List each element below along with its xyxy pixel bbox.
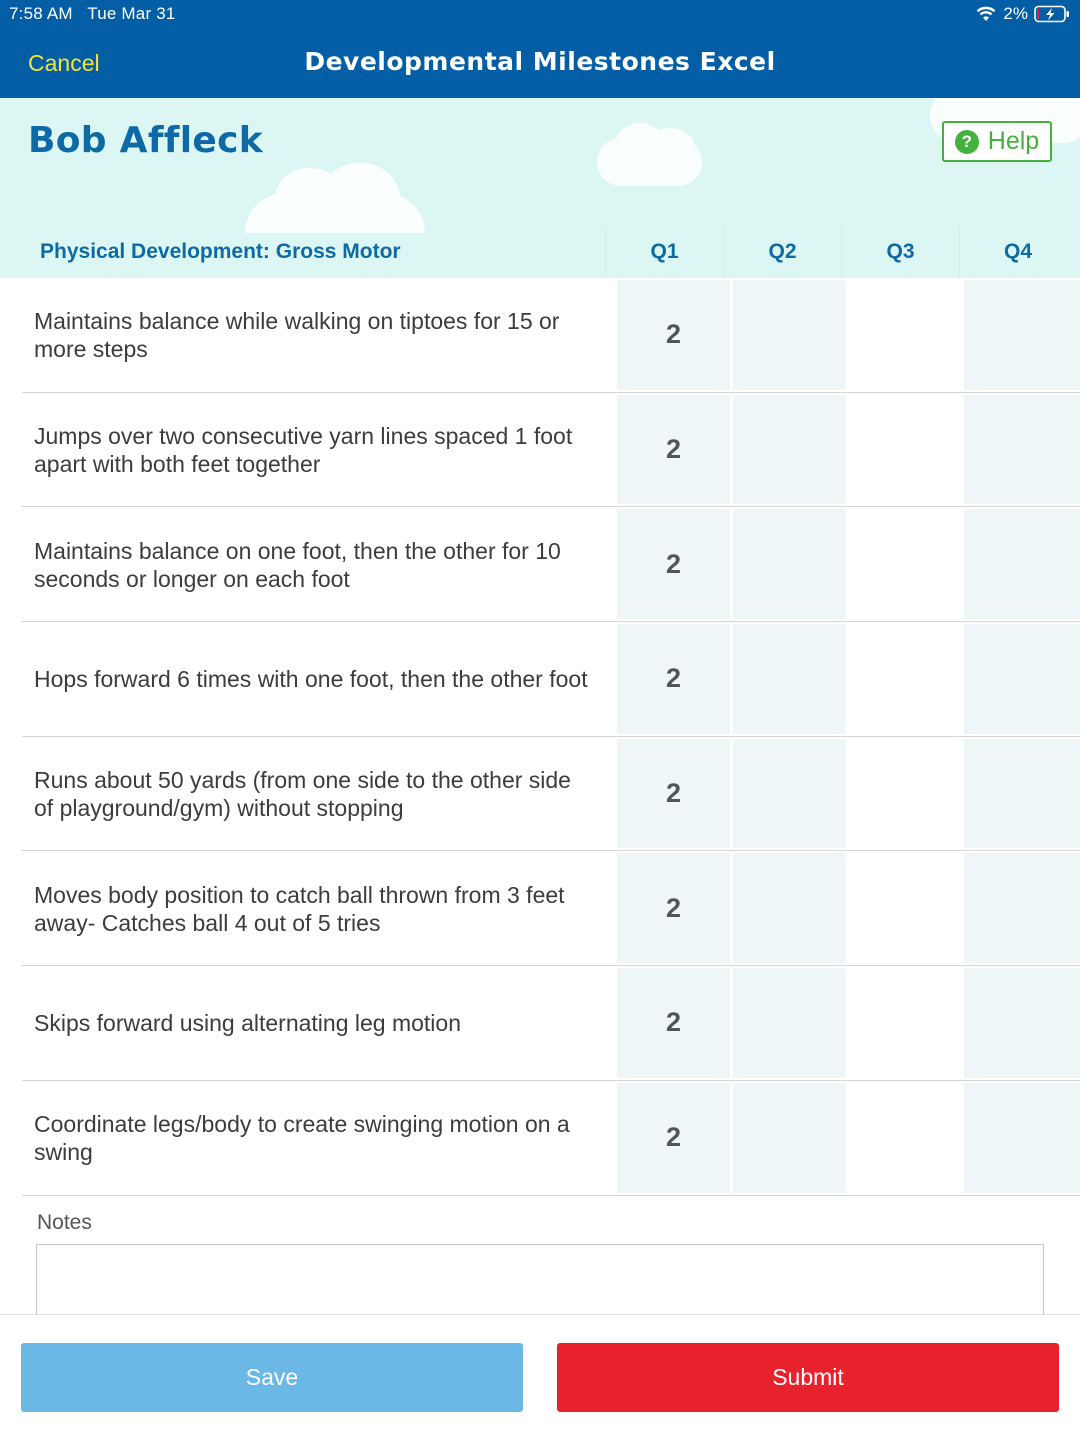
score-cell-q3[interactable] [849, 624, 962, 734]
milestone-description: Maintains balance while walking on tiptoes for 15 or more steps [34, 308, 560, 363]
cloud-decoration [645, 128, 695, 168]
score-cell-q2[interactable] [733, 853, 846, 963]
status-time [9, 4, 176, 24]
score-cell-q3[interactable] [849, 739, 962, 849]
table-row [0, 851, 1080, 966]
score-cell-q4[interactable] [964, 853, 1080, 963]
score-cell-q3[interactable] [849, 509, 962, 619]
score-cell-q1[interactable]: 2 [617, 624, 730, 734]
milestone-description: Jumps over two consecutive yarn lines spaced 1 foot apart with both feet together [34, 423, 573, 478]
status-clock: 7:58 AM [9, 4, 73, 23]
submit-button[interactable]: Submit [557, 1343, 1059, 1412]
milestone-description: Maintains balance on one foot, then the other for 10 seconds or longer on each foot [34, 537, 561, 592]
table-row [0, 622, 1080, 737]
cancel-button[interactable]: Cancel [28, 50, 100, 76]
table-row [0, 966, 1080, 1081]
score-cell-q1[interactable]: 2 [617, 280, 730, 390]
score-cell-q1[interactable]: 2 [617, 968, 730, 1078]
status-indicators [975, 4, 1070, 24]
score-cell-q1[interactable]: 2 [617, 395, 730, 505]
score-cell-q2[interactable] [733, 395, 846, 505]
column-header-q2: Q2 [723, 226, 841, 278]
score-cell-q4[interactable] [964, 395, 1080, 505]
column-header-q3: Q3 [841, 226, 959, 278]
score-cell-q4[interactable] [964, 968, 1080, 1078]
milestone-description: Coordinate legs/body to create swinging motion on a swing [34, 1111, 570, 1166]
score-cell-q3[interactable] [849, 968, 962, 1078]
help-question-icon: ? [955, 130, 979, 154]
app-title: Developmental Milestones Excel [304, 47, 776, 76]
help-button[interactable] [942, 121, 1052, 162]
cloud-decoration [320, 163, 400, 233]
score-cell-q4[interactable] [964, 624, 1080, 734]
score-cell-q4[interactable] [964, 509, 1080, 619]
row-divider [22, 1195, 1080, 1196]
notes-label: Notes [37, 1211, 92, 1234]
score-cell-q1[interactable]: 2 [617, 509, 730, 619]
save-button[interactable]: Save [21, 1343, 523, 1412]
table-header [0, 226, 1080, 278]
table-row [0, 737, 1080, 852]
table-row [0, 507, 1080, 622]
table-row [0, 393, 1080, 508]
column-header-q1: Q1 [605, 226, 723, 278]
column-header-q4: Q4 [959, 226, 1076, 278]
score-cell-q3[interactable] [849, 280, 962, 390]
footer-actions [0, 1314, 1080, 1440]
student-name: Bob Affleck [28, 120, 263, 161]
score-cell-q3[interactable] [849, 1083, 962, 1193]
section-title: Physical Development: Gross Motor [40, 240, 401, 263]
score-cell-q1[interactable]: 2 [617, 1083, 730, 1193]
notes-input[interactable] [36, 1244, 1044, 1324]
battery-charging-icon [1034, 5, 1070, 23]
table-row [0, 1081, 1080, 1196]
milestone-description: Hops forward 6 times with one foot, then the other foot [34, 666, 588, 693]
battery-percent: 2% [1003, 4, 1028, 23]
milestones-table [0, 278, 1080, 1196]
score-cell-q2[interactable] [733, 739, 846, 849]
top-bar [0, 0, 1080, 98]
score-cell-q3[interactable] [849, 395, 962, 505]
score-cell-q1[interactable]: 2 [617, 853, 730, 963]
score-cell-q2[interactable] [733, 1083, 846, 1193]
status-date: Tue Mar 31 [87, 4, 176, 23]
milestone-description: Moves body position to catch ball thrown from 3 feet away- Catches ball 4 out of 5 tries [34, 881, 565, 936]
score-cell-q2[interactable] [733, 280, 846, 390]
score-cell-q1[interactable]: 2 [617, 739, 730, 849]
score-cell-q2[interactable] [733, 509, 846, 619]
score-cell-q3[interactable] [849, 853, 962, 963]
wifi-icon [975, 5, 997, 23]
score-cell-q2[interactable] [733, 968, 846, 1078]
table-row [0, 278, 1080, 393]
help-label: Help [987, 127, 1040, 155]
score-cell-q4[interactable] [964, 1083, 1080, 1193]
score-cell-q2[interactable] [733, 624, 846, 734]
milestone-description: Skips forward using alternating leg motion [34, 1010, 462, 1037]
score-cell-q4[interactable] [964, 280, 1080, 390]
score-cell-q4[interactable] [964, 739, 1080, 849]
milestone-description: Runs about 50 yards (from one side to the other side of playground/gym) without stopping [34, 767, 571, 822]
